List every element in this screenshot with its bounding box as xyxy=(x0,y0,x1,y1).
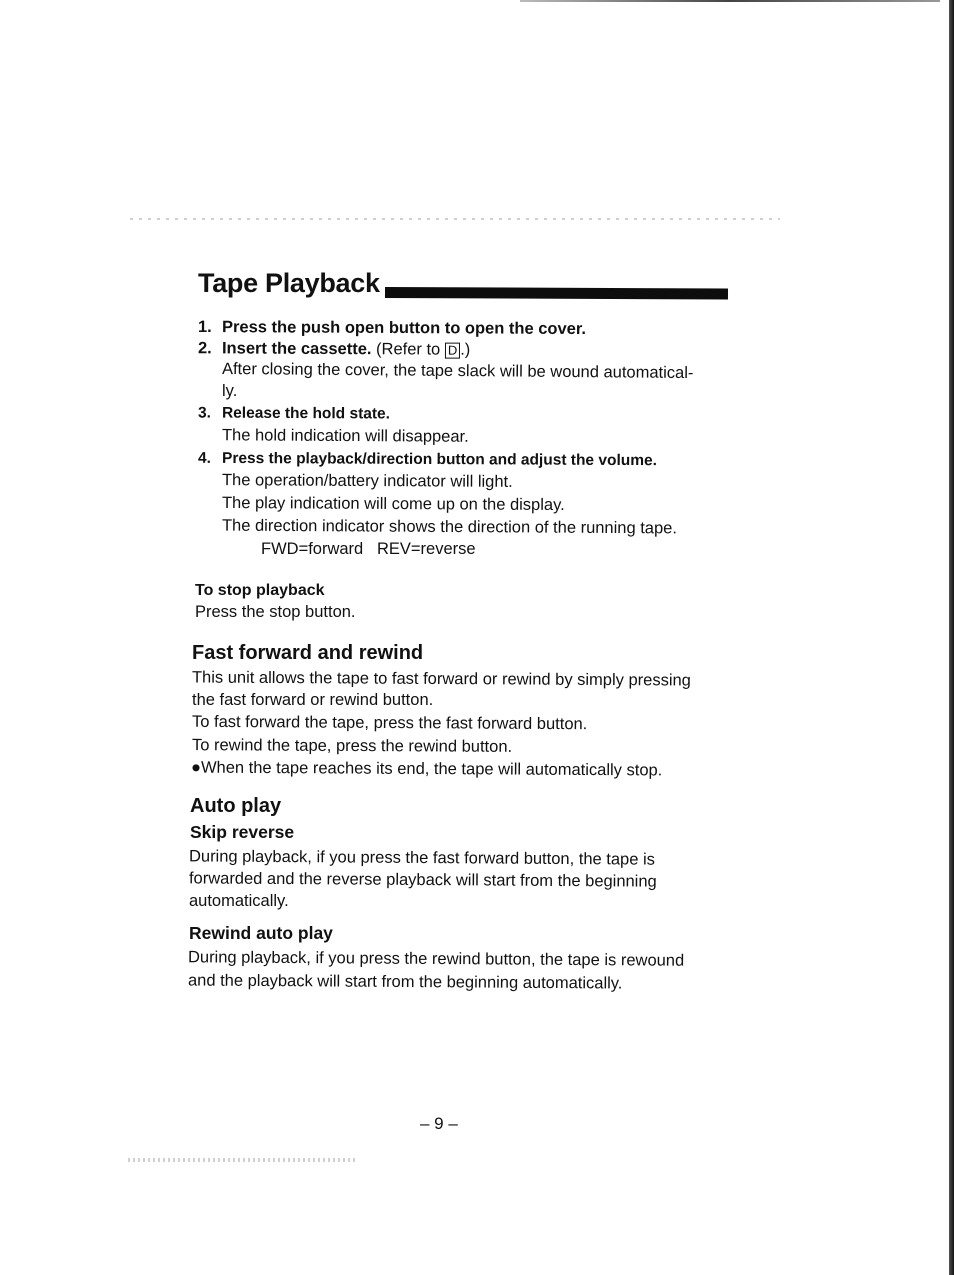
subheading-rewind-auto-play: Rewind auto play xyxy=(189,923,333,943)
paragraph-line: forwarded and the reverse playback will start from the beginning xyxy=(188,869,657,891)
direction-legend: FWD=forward REV=reverse xyxy=(261,540,476,558)
paragraph-line: During playback, if you press the fast forward button, the tape is xyxy=(188,847,655,869)
ref-box: D xyxy=(445,343,460,359)
step-ref-text: .) xyxy=(460,340,471,359)
bullet-line: ●When the tape reaches its end, the tape will automatically stop. xyxy=(190,758,663,780)
stop-text: Press the stop button. xyxy=(195,603,356,621)
section-heading-fast-forward: Fast forward and rewind xyxy=(192,642,424,664)
paragraph-line: To rewind the tape, press the rewind button. xyxy=(191,736,513,756)
paragraph-line: automatically. xyxy=(189,892,289,910)
paragraph-line: During playback, if you press the rewind button, the tape is rewound xyxy=(187,948,685,970)
step-instruction: Release the hold state. xyxy=(221,404,391,423)
step-2-desc: After closing the cover, the tape slack will be wound automatical- xyxy=(221,359,694,383)
paragraph-line: the fast forward or rewind button. xyxy=(192,691,434,709)
paragraph-line: and the playback will start from the beginning automatically. xyxy=(187,971,623,993)
step-number: 3. xyxy=(197,404,211,422)
title-rule xyxy=(385,287,728,299)
paragraph-line: To fast forward the tape, press the fast forward button. xyxy=(191,712,588,734)
step-1 xyxy=(198,317,586,339)
step-number: 1. xyxy=(197,317,212,337)
page-number: – 9 – xyxy=(420,1114,458,1133)
step-3 xyxy=(198,403,390,424)
step-number: 4. xyxy=(197,449,211,467)
step-2 xyxy=(198,338,470,359)
stop-heading: To stop playback xyxy=(195,582,325,599)
step-4-desc: The operation/battery indicator will light. xyxy=(221,471,513,491)
paragraph-line: This unit allows the tape to fast forward or rewind by simply pressing xyxy=(191,668,691,690)
step-instruction: Press the push open button to open the cover. xyxy=(221,318,586,339)
section-heading-auto-play: Auto play xyxy=(190,795,282,817)
step-instruction: Press the playback/direction button and adjust the volume. xyxy=(221,449,657,470)
step-number: 2. xyxy=(197,339,212,358)
step-3-desc: The hold indication will disappear. xyxy=(221,426,469,446)
subheading-skip-reverse: Skip reverse xyxy=(190,822,295,842)
step-instruction: Insert the cassette. xyxy=(221,339,372,359)
step-4 xyxy=(198,449,657,471)
step-ref-text: (Refer to xyxy=(371,340,445,359)
step-4-desc: The direction indicator shows the direction of the running tape. xyxy=(221,516,677,538)
step-4-desc: The play indication will come up on the display. xyxy=(221,493,565,515)
step-2-desc: ly. xyxy=(222,382,238,400)
section-title: Tape Playback xyxy=(198,268,380,298)
